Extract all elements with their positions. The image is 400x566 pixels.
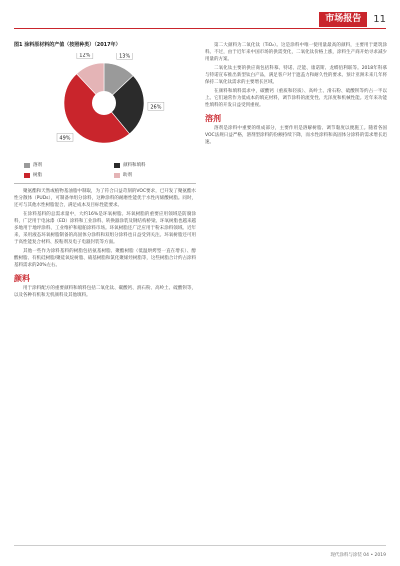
right-paragraph-1: 第二大颜料为二氧化钛（TiO₂）。这是涂料中唯一使用量最高的颜料，主要用于建筑涂料。不过，由于近年来中国市场的供需变化，二氧化钛价格上涨，涂料生产商开始寻求减少用量的方案。 (205, 43, 387, 62)
legend-swatch (114, 173, 120, 178)
page-number: 11 (373, 13, 386, 25)
right-paragraph-3: 在颜料和填料需求中，碳酸钙（重质和轻质）、高岭土、滑石粉、硫酸钡等约占一半以上。它们通常作为低成本的填充材料，调节涂料的流变性、光泽度和机械性能。近年来功能性填料的开发日益受到重视。 (205, 89, 387, 108)
legend-swatch (24, 173, 30, 178)
right-paragraph-4: 溶剂是涂料中重要的组成部分，主要作用是溶解树脂、调节黏度以便施工。随着各国VOC法规日益严格，溶剂型涂料的份额持续下降，而水性涂料和高固体分涂料的需求增长迅速。 (205, 126, 387, 145)
svg-text:12%: 12% (79, 53, 91, 59)
section-heading-pigments: 颜料 (14, 274, 30, 283)
left-paragraph-3: 其他一些作为涂料基料的树脂包括氨基树脂、聚酯树脂（低温烘烤型一直在增长）、醇酸树脂、有机硅树脂/聚硅氧烷树脂、硝基树脂和氯化聚烯烃树脂等，这些树脂合计约占涂料基料需求的20%左右。 (14, 249, 196, 268)
header-divider (14, 28, 386, 29)
svg-text:26%: 26% (150, 104, 162, 111)
svg-text:49%: 49% (59, 135, 71, 142)
figure-pie-chart (14, 53, 196, 184)
legend-label: 溶剂 (33, 163, 42, 168)
legend-label: 树脂 (33, 173, 42, 178)
pie-chart-svg (14, 53, 196, 151)
left-paragraph-2: 在涂料基料的总需求量中，大约16%是环氧树脂。环氧树脂的重要应用领域是防腐涂料，广泛用于电泳漆（ED）涂料和工业涂料、转换器涂装及钢结构桥梁。环氧树脂也越来越多地用于地坪涂料、工业维护和船舶涂料市场。环氧树脂还广泛应用于粉末涂料领域。近年来，采用液态环氧树脂制备的高固体分涂料和双组分涂料也日益受到关注。环氧树脂还可用于高性能复合材料、胶粘剂及电子电器封装等方面。 (14, 212, 196, 245)
svg-text:13%: 13% (119, 53, 131, 60)
legend-label: 助剂 (123, 173, 132, 178)
pie-value-label (117, 53, 133, 59)
page-footer: 现代涂料与涂装 04 • 2019 (330, 553, 386, 558)
legend-swatch (114, 163, 120, 168)
section-heading-solvents: 溶剂 (205, 114, 221, 123)
legend-item (24, 172, 114, 179)
section-title: 市场报告 (319, 12, 367, 27)
legend-label: 颜料和填料 (123, 163, 146, 168)
pie-value-label (77, 53, 93, 59)
legend-swatch (24, 163, 30, 168)
pie-value-label (148, 102, 164, 110)
left-column (14, 42, 196, 301)
legend-item (114, 162, 194, 169)
chart-legend (24, 162, 194, 179)
left-paragraph-4: 用于涂料配方的重要颜料和填料包括二氧化钛、碳酸钙、滑石粉、高岭土、硫酸钡等，以及各种有机和无机颜料及其他填料。 (14, 286, 196, 298)
legend-item (114, 172, 194, 179)
page-header (319, 12, 386, 27)
legend-item (24, 162, 114, 169)
right-column (205, 42, 387, 148)
right-paragraph-2: 二氧化钛主要的供应商包括科慕、特诺、泛能、康诺斯、龙蟒佰利联等。2018年科慕与特诺宣布推出新型钛白产品，满足客户对于遮盖力和耐久性的要求。预计亚洲未来几年将保持二氧化钛需求的主要增长区域。 (205, 66, 387, 85)
left-paragraph-1: 聚氨酯和天然或植物基油脂中制取，为了符合日益苛刻的VOC要求，已开发了聚氨酯水性分散体（PUDs），可制备单组分涂料，这种涂料的耐磨性能优于水性丙烯酸树脂。同时，还可与其他水性树脂混合，满足成本及目标性能要求。 (14, 189, 196, 208)
footer-divider (14, 545, 386, 546)
pie-value-label (57, 133, 73, 141)
figure-title: 图1 涂料原材料的产值（按照种类）（2017年） (14, 42, 121, 48)
pie-center-hole (92, 91, 116, 115)
